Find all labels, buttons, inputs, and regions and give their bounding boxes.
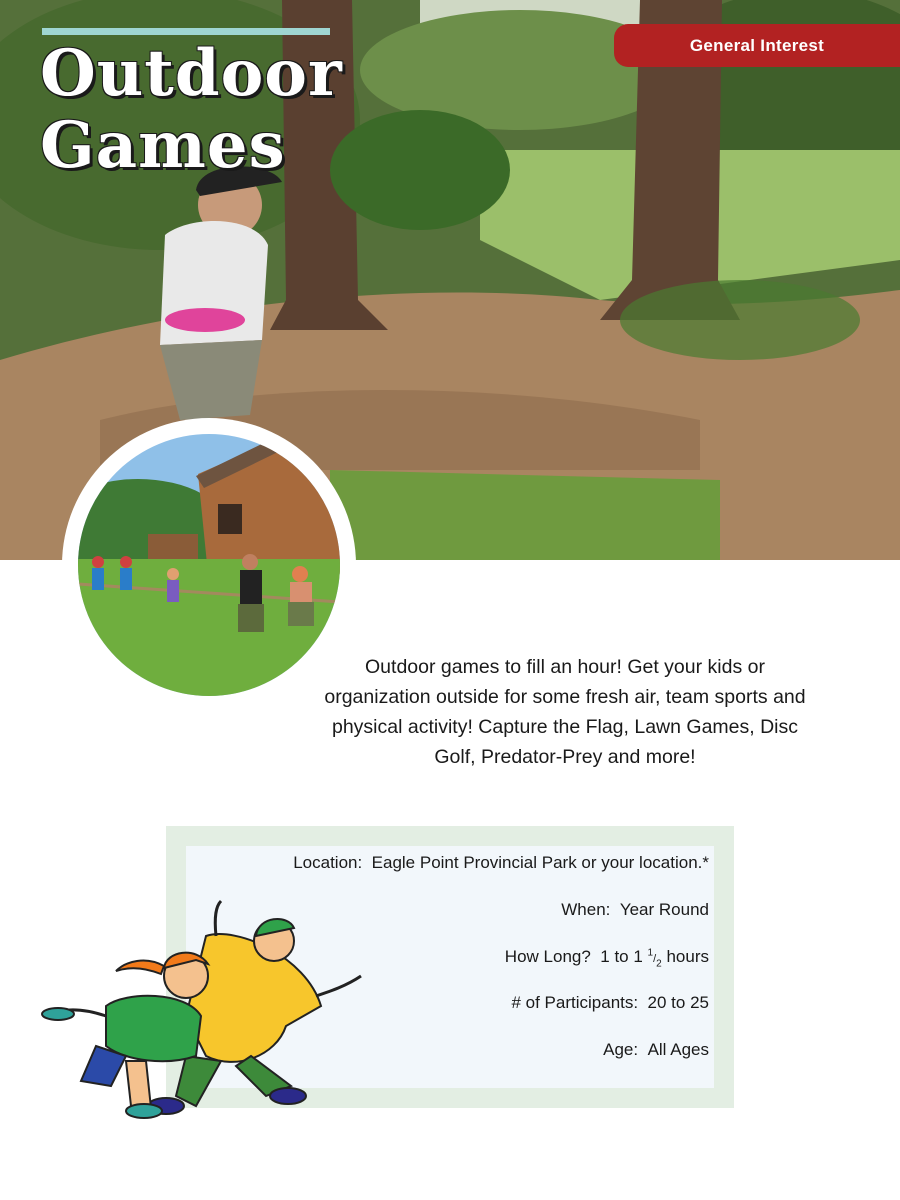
detail-location-value: Eagle Point Provincial Park or your location.* bbox=[371, 853, 709, 872]
detail-age-value: All Ages bbox=[647, 1040, 709, 1059]
inset-photo-frame bbox=[62, 418, 356, 712]
detail-age bbox=[603, 1040, 709, 1060]
detail-how-long-label: How Long? bbox=[504, 947, 591, 966]
program-description: Outdoor games to fill an hour! Get your kids or organization outside for some fresh air, team sports and physical activity! Capture the Flag, Lawn Games, Disc Golf, Predator-Prey and more! bbox=[324, 656, 806, 768]
fraction-numerator: 1 bbox=[647, 947, 654, 959]
fraction-denominator: 2 bbox=[656, 958, 662, 970]
detail-how-long-unit: hours bbox=[666, 947, 709, 966]
detail-participants bbox=[511, 993, 709, 1013]
title-line-1: Outdoor bbox=[40, 36, 343, 111]
detail-when bbox=[561, 900, 709, 920]
detail-participants-label: # of Participants: bbox=[511, 993, 639, 1012]
category-tag: General Interest bbox=[614, 24, 900, 67]
detail-participants-value: 20 to 25 bbox=[647, 993, 709, 1012]
inset-photo bbox=[78, 434, 340, 696]
detail-when-value: Year Round bbox=[619, 900, 709, 919]
detail-age-label: Age: bbox=[603, 1040, 639, 1059]
detail-location-label: Location: bbox=[293, 853, 363, 872]
detail-how-long-value: 1 to 1 bbox=[600, 947, 643, 966]
page-title bbox=[40, 38, 343, 182]
detail-location bbox=[293, 853, 709, 873]
detail-when-label: When: bbox=[561, 900, 611, 919]
title-line-2: Games bbox=[40, 108, 286, 183]
detail-how-long: How Long? 1 to 1 $^1/_2$ hours bbox=[504, 947, 709, 970]
tug-of-war-scene bbox=[78, 434, 340, 696]
title-rule bbox=[42, 28, 330, 35]
kids-dancing-illustration bbox=[36, 896, 366, 1126]
